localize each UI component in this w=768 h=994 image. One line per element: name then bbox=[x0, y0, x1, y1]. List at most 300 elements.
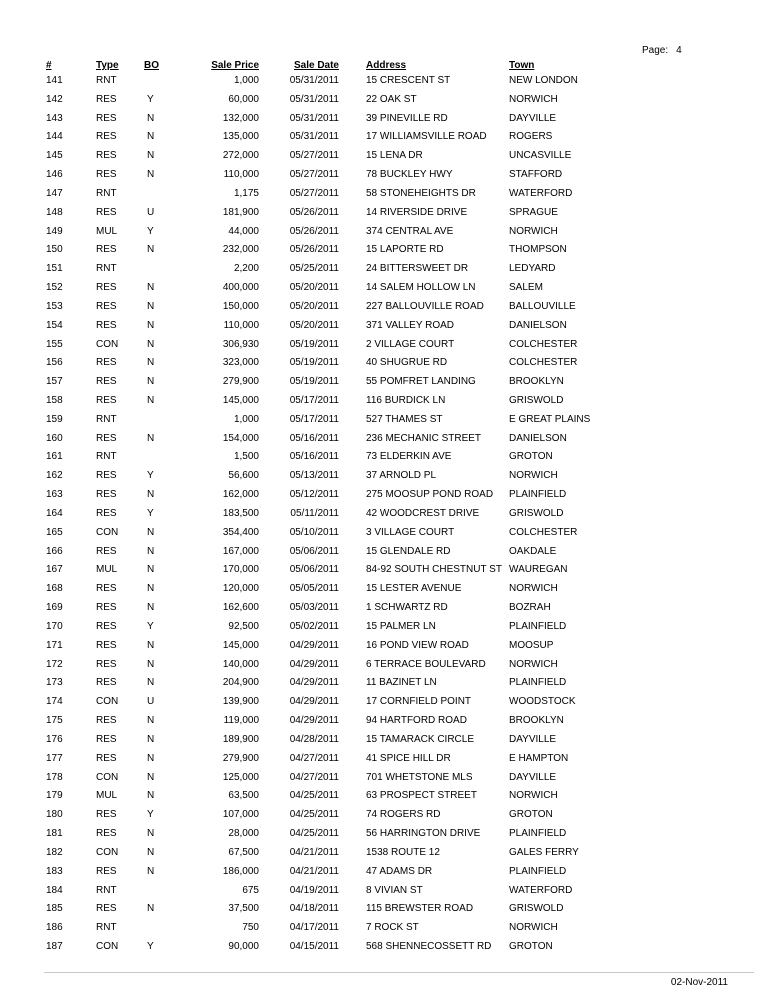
table-row bbox=[40, 90, 600, 109]
cell-town: GROTON bbox=[509, 451, 553, 463]
cell-address: 371 VALLEY ROAD bbox=[366, 319, 455, 331]
cell-town: WATERFORD bbox=[509, 884, 573, 896]
sales-table bbox=[40, 57, 600, 956]
cell-address: 47 ADAMS DR bbox=[366, 865, 433, 877]
cell-type: RES bbox=[96, 357, 117, 369]
cell-bo: N bbox=[147, 112, 155, 124]
cell-address: 15 PALMER LN bbox=[366, 620, 436, 632]
cell-sale-date: 05/11/2011 bbox=[290, 507, 339, 519]
cell-number: 154 bbox=[46, 319, 63, 331]
cell-sale-price: 272,000 bbox=[222, 150, 259, 162]
cell-sale-price: 154,000 bbox=[222, 432, 259, 444]
cell-bo: N bbox=[147, 376, 155, 388]
cell-address: 115 BREWSTER ROAD bbox=[366, 903, 474, 915]
table-row bbox=[40, 184, 600, 203]
cell-sale-price: 323,000 bbox=[222, 357, 259, 369]
cell-address: 15 TAMARACK CIRCLE bbox=[366, 733, 474, 745]
cell-address: 701 WHETSTONE MLS bbox=[366, 771, 473, 783]
cell-sale-date: 04/29/2011 bbox=[289, 658, 339, 670]
cell-sale-price: 162,000 bbox=[222, 489, 259, 501]
cell-type: RNT bbox=[96, 922, 117, 934]
cell-address: 94 HARTFORD ROAD bbox=[366, 715, 467, 727]
table-row bbox=[40, 278, 600, 297]
cell-sale-date: 05/16/2011 bbox=[289, 451, 339, 463]
table-row bbox=[40, 391, 600, 410]
table-row bbox=[40, 711, 600, 730]
cell-sale-price: 92,500 bbox=[228, 620, 259, 632]
cell-sale-price: 189,900 bbox=[222, 733, 259, 745]
cell-town: E GREAT PLAINS bbox=[509, 413, 591, 425]
cell-bo: Y bbox=[147, 507, 154, 519]
cell-town: DAYVILLE bbox=[509, 771, 557, 783]
cell-type: CON bbox=[96, 941, 119, 952]
cell-type: MUL bbox=[96, 225, 118, 237]
col-header-sale-price: Sale Price bbox=[211, 60, 259, 71]
cell-type: RNT bbox=[96, 413, 117, 425]
cell-bo bbox=[144, 410, 187, 429]
cell-address: 17 WILLIAMSVILLE ROAD bbox=[366, 131, 487, 143]
cell-sale-date: 05/27/2011 bbox=[289, 169, 339, 181]
cell-number: 165 bbox=[46, 526, 63, 538]
cell-number: 148 bbox=[46, 206, 63, 218]
cell-sale-price: 354,400 bbox=[222, 526, 259, 538]
cell-sale-price: 90,000 bbox=[228, 941, 259, 952]
cell-bo: N bbox=[147, 658, 155, 670]
cell-address: 2 VILLAGE COURT bbox=[366, 338, 455, 350]
col-header-town: Town bbox=[509, 60, 535, 71]
cell-number: 161 bbox=[46, 451, 63, 463]
cell-number: 166 bbox=[46, 545, 63, 557]
cell-bo: N bbox=[147, 846, 155, 858]
cell-bo: N bbox=[147, 282, 155, 294]
cell-bo: N bbox=[147, 244, 155, 256]
page-indicator bbox=[642, 45, 682, 56]
cell-address: 3 VILLAGE COURT bbox=[366, 526, 455, 538]
cell-sale-date: 05/25/2011 bbox=[289, 263, 339, 275]
col-header-number: # bbox=[46, 60, 52, 71]
table-row bbox=[40, 655, 600, 674]
table-row bbox=[40, 692, 600, 711]
cell-address: 15 LAPORTE RD bbox=[366, 244, 444, 256]
cell-type: RES bbox=[96, 715, 117, 727]
cell-sale-price: 60,000 bbox=[228, 93, 259, 105]
cell-town: SALEM bbox=[509, 282, 543, 294]
cell-town: NORWICH bbox=[509, 790, 558, 802]
cell-town: PLAINFIELD bbox=[509, 677, 567, 689]
cell-town: PLAINFIELD bbox=[509, 828, 567, 840]
cell-number: 146 bbox=[46, 169, 63, 181]
cell-town: OAKDALE bbox=[509, 545, 557, 557]
table-row bbox=[40, 937, 600, 956]
cell-type: CON bbox=[96, 526, 119, 538]
cell-number: 150 bbox=[46, 244, 63, 256]
cell-number: 182 bbox=[46, 846, 63, 858]
table-row bbox=[40, 146, 600, 165]
cell-sale-date: 05/26/2011 bbox=[289, 206, 339, 218]
cell-bo: N bbox=[147, 545, 155, 557]
cell-type: MUL bbox=[96, 790, 118, 802]
col-header-address: Address bbox=[366, 60, 407, 71]
cell-number: 147 bbox=[46, 187, 63, 199]
cell-type: CON bbox=[96, 338, 119, 350]
col-header-type: Type bbox=[96, 60, 119, 71]
cell-address: 73 ELDERKIN AVE bbox=[366, 451, 452, 463]
cell-type: RES bbox=[96, 620, 117, 632]
cell-sale-date: 05/06/2011 bbox=[289, 545, 339, 557]
cell-town: NORWICH bbox=[509, 225, 558, 237]
cell-type: RES bbox=[96, 602, 117, 614]
table-row bbox=[40, 579, 600, 598]
cell-type: RES bbox=[96, 131, 117, 143]
cell-bo bbox=[144, 881, 187, 900]
cell-number: 145 bbox=[46, 150, 63, 162]
cell-sale-date: 05/27/2011 bbox=[289, 150, 339, 162]
col-header-sale-date: Sale Date bbox=[293, 60, 339, 71]
cell-sale-price: 204,900 bbox=[222, 677, 259, 689]
cell-address: 55 POMFRET LANDING bbox=[366, 376, 476, 388]
cell-number: 160 bbox=[46, 432, 63, 444]
cell-bo: Y bbox=[147, 225, 154, 237]
cell-bo: N bbox=[147, 639, 155, 651]
cell-bo: N bbox=[147, 526, 155, 538]
cell-number: 152 bbox=[46, 282, 63, 294]
cell-town: WAUREGAN bbox=[509, 564, 568, 576]
cell-sale-price: 170,000 bbox=[222, 564, 259, 576]
table-row bbox=[40, 372, 600, 391]
cell-type: CON bbox=[96, 771, 119, 783]
cell-number: 185 bbox=[46, 903, 63, 915]
cell-town: LEDYARD bbox=[509, 263, 556, 275]
cell-address: 58 STONEHEIGHTS DR bbox=[366, 187, 476, 199]
cell-town: ROGERS bbox=[509, 131, 553, 143]
cell-type: RNT bbox=[96, 74, 117, 86]
cell-town: NEW LONDON bbox=[509, 74, 578, 86]
cell-address: 6 TERRACE BOULEVARD bbox=[366, 658, 486, 670]
table-row bbox=[40, 805, 600, 824]
page-label: Page: bbox=[642, 45, 669, 56]
cell-town: DAYVILLE bbox=[509, 112, 557, 124]
cell-town: NORWICH bbox=[509, 922, 558, 934]
cell-bo bbox=[144, 184, 187, 203]
table-row bbox=[40, 749, 600, 768]
cell-address: 14 RIVERSIDE DRIVE bbox=[366, 206, 468, 218]
cell-type: RES bbox=[96, 282, 117, 294]
cell-number: 176 bbox=[46, 733, 63, 745]
cell-sale-price: 132,000 bbox=[222, 112, 259, 124]
table-row bbox=[40, 429, 600, 448]
cell-address: 1538 ROUTE 12 bbox=[366, 846, 440, 858]
table-row bbox=[40, 109, 600, 128]
cell-address: 1 SCHWARTZ RD bbox=[366, 602, 448, 614]
cell-sale-price: 110,000 bbox=[223, 169, 259, 181]
cell-sale-date: 05/26/2011 bbox=[289, 225, 339, 237]
cell-bo bbox=[144, 448, 187, 467]
cell-sale-date: 05/20/2011 bbox=[289, 319, 339, 331]
cell-town: GROTON bbox=[509, 941, 553, 952]
cell-town: STAFFORD bbox=[509, 169, 563, 181]
cell-type: MUL bbox=[96, 564, 118, 576]
table-row bbox=[40, 485, 600, 504]
table-row bbox=[40, 881, 600, 900]
header-row bbox=[40, 57, 600, 71]
cell-sale-date: 04/29/2011 bbox=[289, 639, 339, 651]
cell-sale-date: 05/31/2011 bbox=[289, 131, 339, 143]
cell-bo: N bbox=[147, 300, 155, 312]
cell-address: 8 VIVIAN ST bbox=[366, 884, 423, 896]
table-row bbox=[40, 899, 600, 918]
cell-bo: N bbox=[147, 677, 155, 689]
cell-town: SPRAGUE bbox=[509, 206, 558, 218]
cell-bo: Y bbox=[147, 941, 154, 952]
cell-address: 15 GLENDALE RD bbox=[366, 545, 451, 557]
cell-address: 84-92 SOUTH CHESTNUT ST bbox=[366, 564, 502, 576]
cell-sale-price: 140,000 bbox=[222, 658, 259, 670]
cell-sale-date: 05/31/2011 bbox=[289, 74, 339, 86]
cell-sale-date: 05/03/2011 bbox=[289, 602, 339, 614]
cell-sale-price: 150,000 bbox=[222, 300, 259, 312]
cell-number: 186 bbox=[46, 922, 63, 934]
cell-sale-price: 232,000 bbox=[222, 244, 259, 256]
table-row bbox=[40, 542, 600, 561]
cell-address: 74 ROGERS RD bbox=[366, 809, 441, 821]
cell-sale-date: 04/29/2011 bbox=[289, 696, 339, 708]
cell-sale-price: 125,000 bbox=[222, 771, 259, 783]
cell-town: WOODSTOCK bbox=[509, 696, 576, 708]
table-row bbox=[40, 730, 600, 749]
cell-sale-price: 2,200 bbox=[233, 263, 259, 275]
cell-address: 15 LENA DR bbox=[366, 150, 423, 162]
footer-date: 02-Nov-2011 bbox=[670, 977, 728, 988]
cell-town: DAYVILLE bbox=[509, 733, 557, 745]
cell-sale-price: 28,000 bbox=[228, 828, 259, 840]
cell-number: 181 bbox=[46, 828, 63, 840]
cell-number: 187 bbox=[46, 941, 63, 952]
cell-sale-price: 279,900 bbox=[222, 752, 259, 764]
cell-address: 42 WOODCREST DRIVE bbox=[366, 507, 480, 519]
cell-address: 7 ROCK ST bbox=[366, 922, 419, 934]
table-row bbox=[40, 297, 600, 316]
cell-type: RES bbox=[96, 470, 117, 482]
cell-bo: N bbox=[147, 131, 155, 143]
cell-sale-date: 04/27/2011 bbox=[289, 752, 339, 764]
cell-sale-date: 04/25/2011 bbox=[289, 790, 339, 802]
cell-sale-price: 186,000 bbox=[222, 865, 259, 877]
cell-town: GRISWOLD bbox=[509, 507, 564, 519]
cell-sale-date: 05/31/2011 bbox=[289, 112, 339, 124]
table-row bbox=[40, 316, 600, 335]
cell-sale-date: 05/26/2011 bbox=[289, 244, 339, 256]
cell-sale-price: 181,900 bbox=[222, 206, 259, 218]
cell-address: 41 SPICE HILL DR bbox=[366, 752, 451, 764]
table-row bbox=[40, 335, 600, 354]
cell-sale-price: 135,000 bbox=[222, 131, 259, 143]
cell-bo: N bbox=[147, 865, 155, 877]
footer-divider bbox=[44, 972, 754, 973]
cell-number: 171 bbox=[46, 639, 63, 651]
cell-type: RES bbox=[96, 112, 117, 124]
cell-address: 56 HARRINGTON DRIVE bbox=[366, 828, 481, 840]
cell-town: NORWICH bbox=[509, 583, 558, 595]
cell-sale-date: 05/20/2011 bbox=[289, 282, 339, 294]
cell-type: RES bbox=[96, 244, 117, 256]
cell-sale-price: 110,000 bbox=[223, 319, 259, 331]
cell-town: NORWICH bbox=[509, 470, 558, 482]
cell-address: 374 CENTRAL AVE bbox=[366, 225, 454, 237]
cell-sale-date: 05/17/2011 bbox=[289, 394, 339, 406]
cell-type: RES bbox=[96, 809, 117, 821]
cell-number: 174 bbox=[46, 696, 63, 708]
table-row bbox=[40, 617, 600, 636]
cell-sale-date: 05/19/2011 bbox=[289, 357, 339, 369]
cell-number: 142 bbox=[46, 93, 63, 105]
cell-town: DANIELSON bbox=[509, 319, 567, 331]
cell-bo bbox=[144, 71, 187, 90]
table-row bbox=[40, 824, 600, 843]
cell-number: 177 bbox=[46, 752, 63, 764]
cell-sale-date: 05/19/2011 bbox=[289, 376, 339, 388]
cell-number: 183 bbox=[46, 865, 63, 877]
cell-town: THOMPSON bbox=[509, 244, 567, 256]
cell-sale-price: 675 bbox=[242, 884, 259, 896]
cell-type: RNT bbox=[96, 263, 117, 275]
cell-sale-date: 05/16/2011 bbox=[289, 432, 339, 444]
cell-type: RES bbox=[96, 93, 117, 105]
table-row bbox=[40, 918, 600, 937]
cell-town: GRISWOLD bbox=[509, 903, 564, 915]
cell-type: CON bbox=[96, 846, 119, 858]
cell-sale-date: 05/13/2011 bbox=[289, 470, 339, 482]
cell-sale-date: 04/25/2011 bbox=[289, 828, 339, 840]
cell-number: 178 bbox=[46, 771, 63, 783]
cell-type: RES bbox=[96, 903, 117, 915]
cell-bo: N bbox=[147, 715, 155, 727]
cell-town: DANIELSON bbox=[509, 432, 567, 444]
table-body bbox=[40, 71, 600, 956]
cell-sale-date: 04/19/2011 bbox=[289, 884, 339, 896]
cell-address: 527 THAMES ST bbox=[366, 413, 443, 425]
cell-type: RES bbox=[96, 583, 117, 595]
cell-town: WATERFORD bbox=[509, 187, 573, 199]
cell-type: RES bbox=[96, 507, 117, 519]
cell-address: 17 CORNFIELD POINT bbox=[366, 696, 472, 708]
cell-bo: N bbox=[147, 771, 155, 783]
cell-address: 63 PROSPECT STREET bbox=[366, 790, 477, 802]
cell-sale-date: 05/12/2011 bbox=[289, 489, 339, 501]
cell-sale-price: 1,500 bbox=[233, 451, 259, 463]
table-row bbox=[40, 862, 600, 881]
cell-number: 153 bbox=[46, 300, 63, 312]
cell-type: RES bbox=[96, 169, 117, 181]
cell-bo: U bbox=[147, 206, 155, 218]
cell-town: PLAINFIELD bbox=[509, 620, 567, 632]
cell-address: 40 SHUGRUE RD bbox=[366, 357, 448, 369]
cell-town: UNCASVILLE bbox=[509, 150, 572, 162]
cell-type: RES bbox=[96, 300, 117, 312]
table-row bbox=[40, 786, 600, 805]
cell-town: GALES FERRY bbox=[509, 846, 579, 858]
cell-sale-price: 1,175 bbox=[233, 187, 259, 199]
cell-town: E HAMPTON bbox=[509, 752, 569, 764]
cell-sale-price: 37,500 bbox=[228, 903, 259, 915]
cell-town: COLCHESTER bbox=[509, 526, 578, 538]
cell-type: RES bbox=[96, 394, 117, 406]
cell-town: BALLOUVILLE bbox=[509, 300, 576, 312]
table-row bbox=[40, 222, 600, 241]
cell-sale-price: 119,000 bbox=[223, 715, 259, 727]
cell-number: 149 bbox=[46, 225, 63, 237]
cell-bo: N bbox=[147, 583, 155, 595]
cell-sale-price: 279,900 bbox=[222, 376, 259, 388]
cell-address: 22 OAK ST bbox=[366, 93, 417, 105]
cell-town: PLAINFIELD bbox=[509, 489, 567, 501]
cell-number: 141 bbox=[46, 74, 63, 86]
cell-bo: Y bbox=[147, 809, 154, 821]
cell-bo: N bbox=[147, 790, 155, 802]
cell-town: GROTON bbox=[509, 809, 553, 821]
cell-sale-price: 1,000 bbox=[233, 413, 259, 425]
cell-bo: N bbox=[147, 903, 155, 915]
cell-type: CON bbox=[96, 696, 119, 708]
cell-bo: Y bbox=[147, 620, 154, 632]
cell-number: 172 bbox=[46, 658, 63, 670]
cell-sale-date: 05/10/2011 bbox=[289, 526, 339, 538]
cell-type: RNT bbox=[96, 884, 117, 896]
table-row bbox=[40, 203, 600, 222]
cell-bo: N bbox=[147, 828, 155, 840]
cell-address: 78 BUCKLEY HWY bbox=[366, 169, 453, 181]
cell-type: RES bbox=[96, 733, 117, 745]
cell-sale-date: 04/27/2011 bbox=[289, 771, 339, 783]
cell-type: RES bbox=[96, 639, 117, 651]
cell-sale-price: 139,900 bbox=[222, 696, 259, 708]
cell-address: 11 BAZINET LN bbox=[366, 677, 437, 689]
cell-town: BROOKLYN bbox=[509, 715, 564, 727]
cell-sale-date: 05/19/2011 bbox=[289, 338, 339, 350]
cell-number: 169 bbox=[46, 602, 63, 614]
table-row bbox=[40, 561, 600, 580]
cell-number: 168 bbox=[46, 583, 63, 595]
cell-sale-price: 44,000 bbox=[228, 225, 259, 237]
cell-number: 179 bbox=[46, 790, 63, 802]
cell-type: RNT bbox=[96, 451, 117, 463]
cell-address: 37 ARNOLD PL bbox=[366, 470, 437, 482]
table-row bbox=[40, 127, 600, 146]
table-row bbox=[40, 768, 600, 787]
cell-bo: N bbox=[147, 357, 155, 369]
cell-address: 116 BURDICK LN bbox=[366, 394, 446, 406]
cell-type: RES bbox=[96, 828, 117, 840]
cell-number: 144 bbox=[46, 131, 63, 143]
cell-sale-date: 04/21/2011 bbox=[289, 865, 339, 877]
cell-sale-price: 120,000 bbox=[222, 583, 259, 595]
cell-number: 151 bbox=[46, 263, 63, 275]
cell-bo bbox=[144, 918, 187, 937]
cell-number: 184 bbox=[46, 884, 63, 896]
cell-type: RES bbox=[96, 319, 117, 331]
cell-sale-date: 04/17/2011 bbox=[289, 922, 339, 934]
cell-town: NORWICH bbox=[509, 93, 558, 105]
cell-type: RES bbox=[96, 865, 117, 877]
cell-town: BROOKLYN bbox=[509, 376, 564, 388]
table-row bbox=[40, 636, 600, 655]
cell-bo: N bbox=[147, 733, 155, 745]
cell-sale-price: 107,000 bbox=[222, 809, 259, 821]
cell-number: 156 bbox=[46, 357, 63, 369]
cell-number: 164 bbox=[46, 507, 63, 519]
cell-type: RNT bbox=[96, 187, 117, 199]
cell-address: 24 BITTERSWEET DR bbox=[366, 263, 469, 275]
cell-sale-price: 400,000 bbox=[222, 282, 259, 294]
